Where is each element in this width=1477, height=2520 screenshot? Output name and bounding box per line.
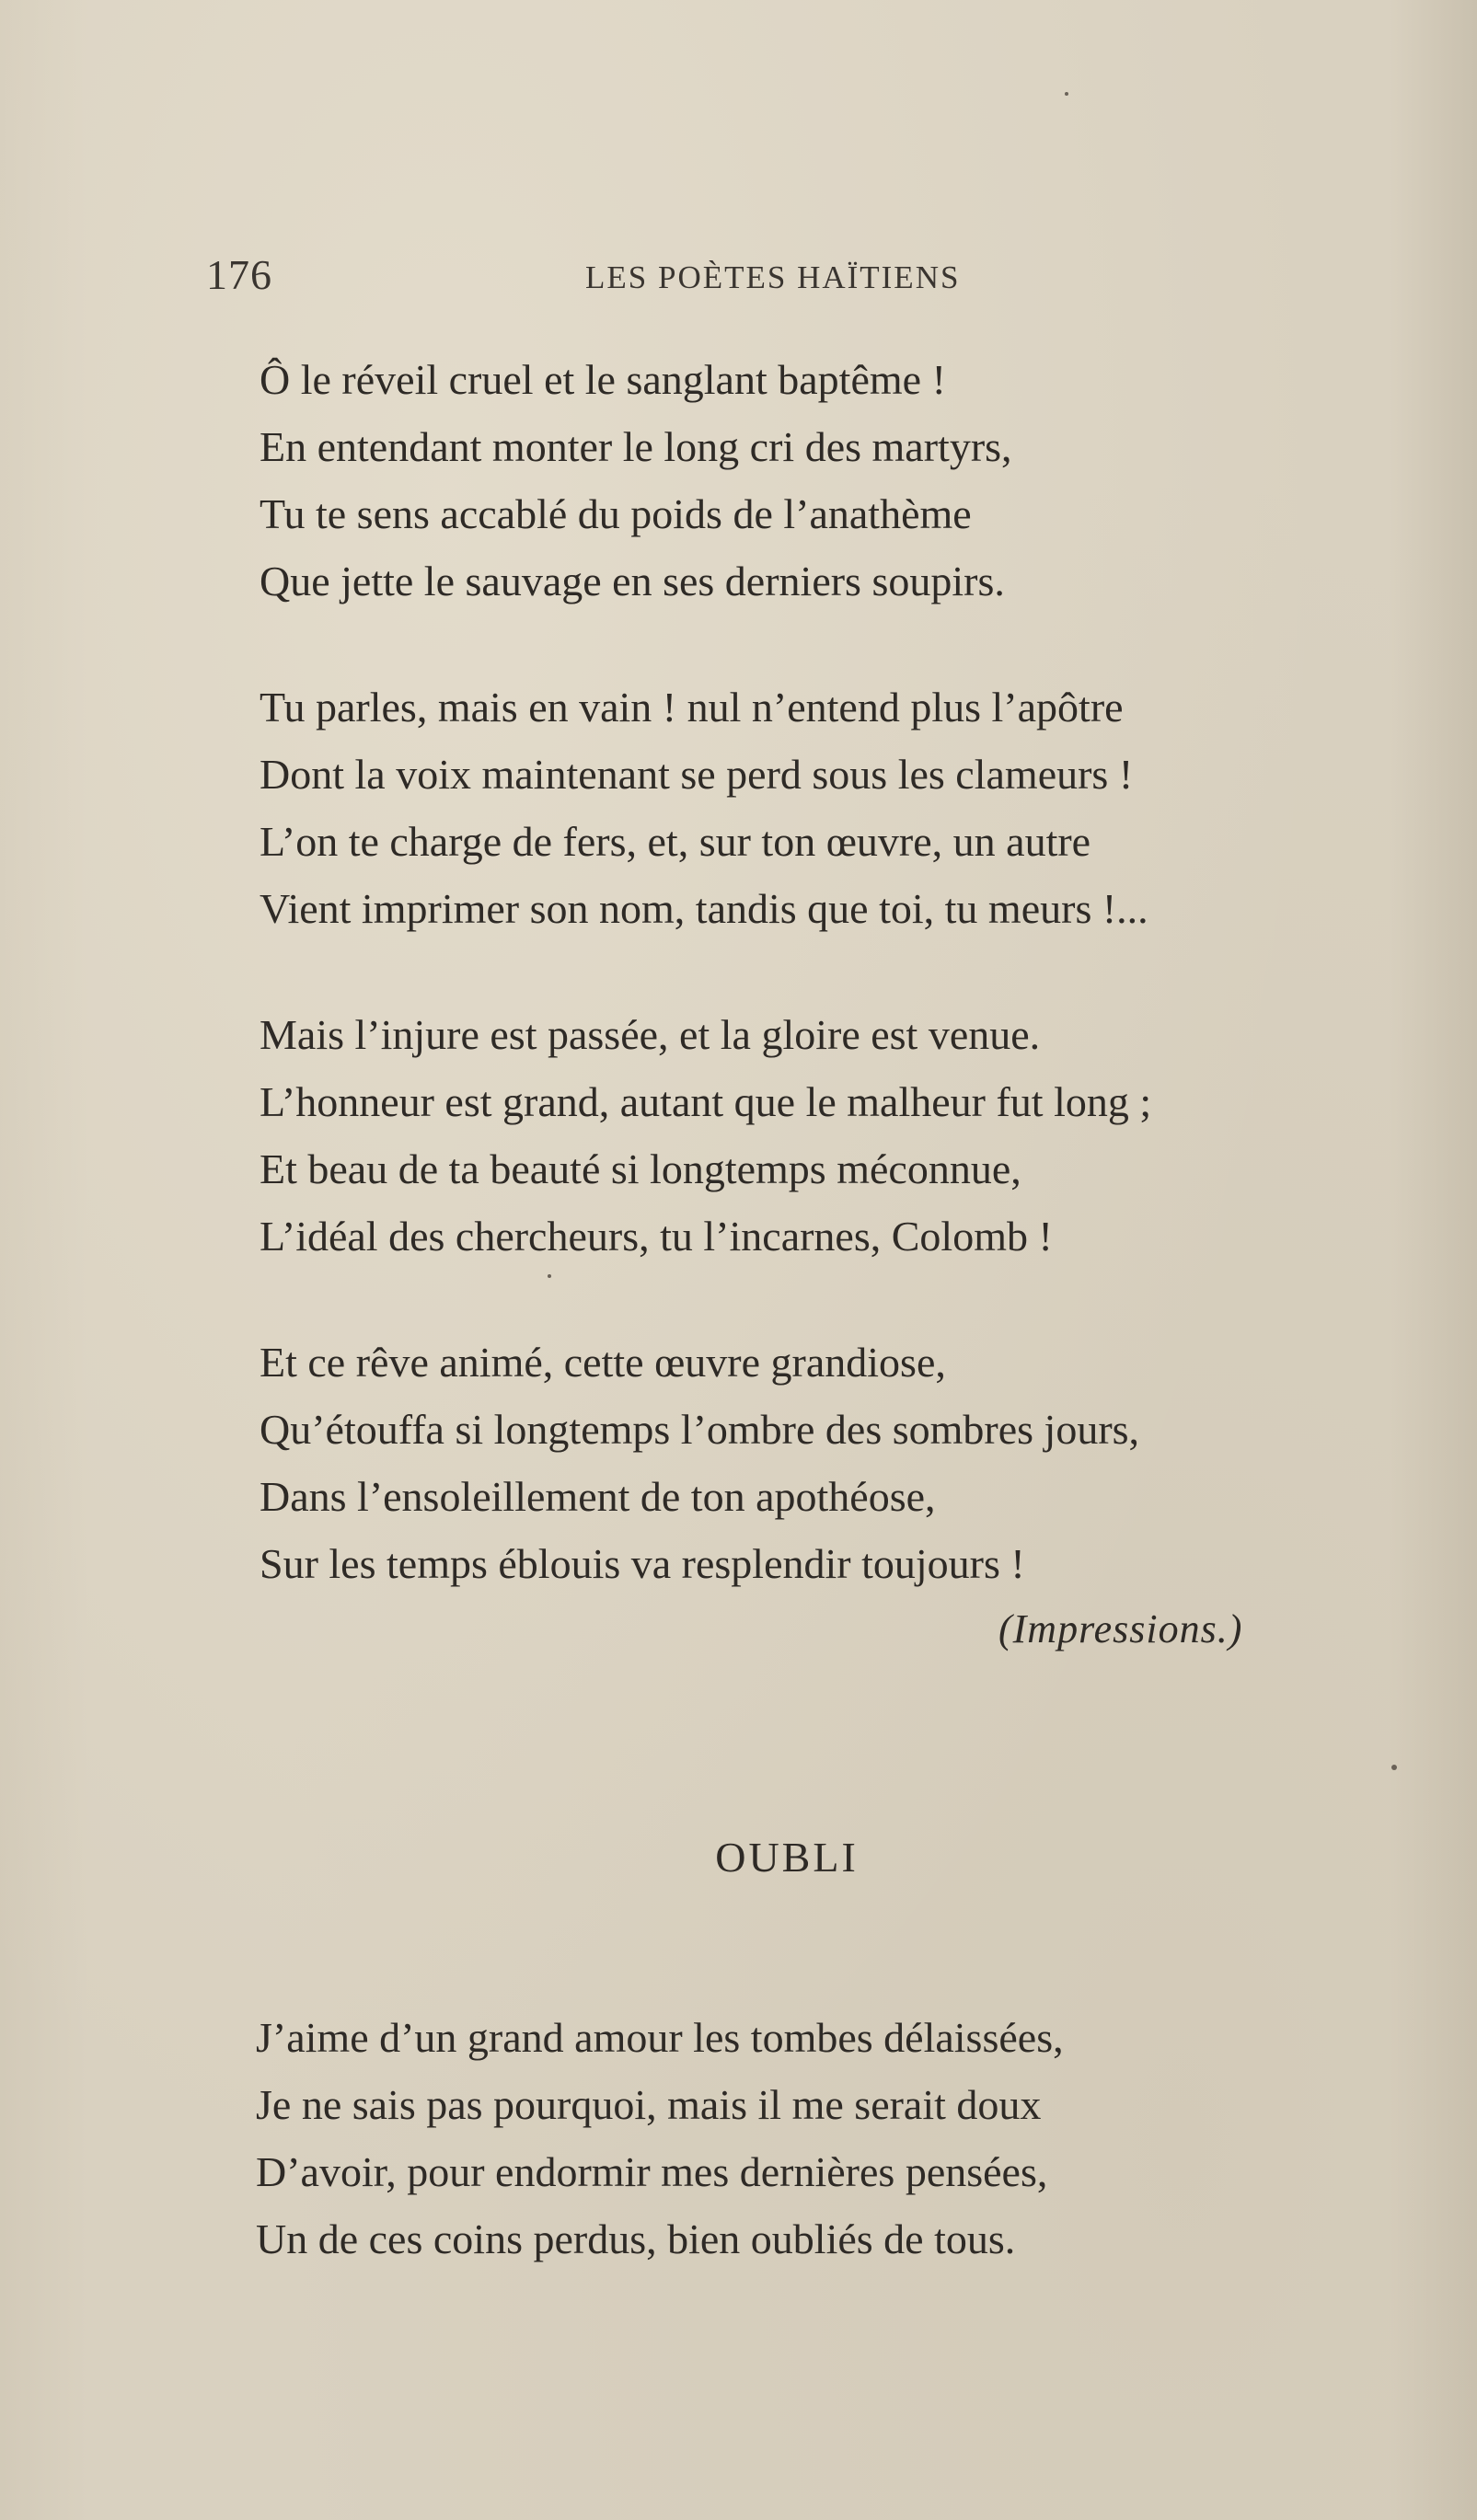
paper-speck bbox=[1391, 1765, 1397, 1770]
page-number: 176 bbox=[206, 251, 272, 298]
stanza bbox=[260, 673, 1419, 942]
verse-line: Un de ces coins perdus, bien oubliés de tous. bbox=[256, 2215, 1016, 2262]
running-title: LES POÈTES HAÏTIENS bbox=[585, 259, 961, 295]
stanza bbox=[260, 1001, 1419, 1270]
verse-line: Tu te sens accablé du poids de l’anathème bbox=[260, 490, 972, 537]
poem-continuation bbox=[260, 346, 1419, 1656]
verse-line: Que jette le sauvage en ses derniers soupirs. bbox=[260, 558, 1005, 604]
verse-line: Dans l’ensoleillement de ton apothéose, bbox=[260, 1473, 936, 1520]
paper-speck bbox=[548, 1274, 551, 1278]
verse-line: Je ne sais pas pourquoi, mais il me serait doux bbox=[256, 2081, 1042, 2128]
verse-line: Tu parles, mais en vain ! nul n’entend plus l’apôtre bbox=[260, 684, 1124, 731]
verse-line: Sur les temps éblouis va resplendir toujours ! bbox=[260, 1540, 1025, 1587]
poem-oubli bbox=[256, 2004, 1415, 2331]
poem-source-attribution: (Impressions.) bbox=[998, 1606, 1243, 1651]
verse-line: Qu’étouffa si longtemps l’ombre des sombres jours, bbox=[260, 1406, 1140, 1453]
stanza bbox=[256, 2004, 1415, 2273]
stanza bbox=[260, 1329, 1419, 1597]
verse-line: J’aime d’un grand amour les tombes délaissées, bbox=[256, 2014, 1064, 2061]
verse-line: Et ce rêve animé, cette œuvre grandiose, bbox=[260, 1339, 946, 1386]
verse-line: L’on te charge de fers, et, sur ton œuvre, un autre bbox=[260, 818, 1091, 865]
poem-title: OUBLI bbox=[715, 1834, 859, 1881]
verse-line: Vient imprimer son nom, tandis que toi, tu meurs !... bbox=[260, 885, 1148, 932]
verse-line: Et beau de ta beauté si longtemps méconnue, bbox=[260, 1145, 1021, 1192]
running-head bbox=[0, 250, 1477, 305]
verse-line: Mais l’injure est passée, et la gloire est venue. bbox=[260, 1011, 1041, 1058]
verse-line: L’idéal des chercheurs, tu l’incarnes, Colomb ! bbox=[260, 1213, 1053, 1260]
verse-line: Ô le réveil cruel et le sanglant baptême ! bbox=[260, 356, 946, 403]
verse-line: D’avoir, pour endormir mes dernières pensées, bbox=[256, 2148, 1048, 2195]
verse-line: Dont la voix maintenant se perd sous les clameurs ! bbox=[260, 751, 1134, 798]
stanza bbox=[260, 346, 1419, 615]
paper-speck bbox=[1065, 92, 1068, 96]
verse-line: En entendant monter le long cri des martyrs, bbox=[260, 423, 1012, 470]
verse-line: L’honneur est grand, autant que le malheur fut long ; bbox=[260, 1078, 1152, 1125]
